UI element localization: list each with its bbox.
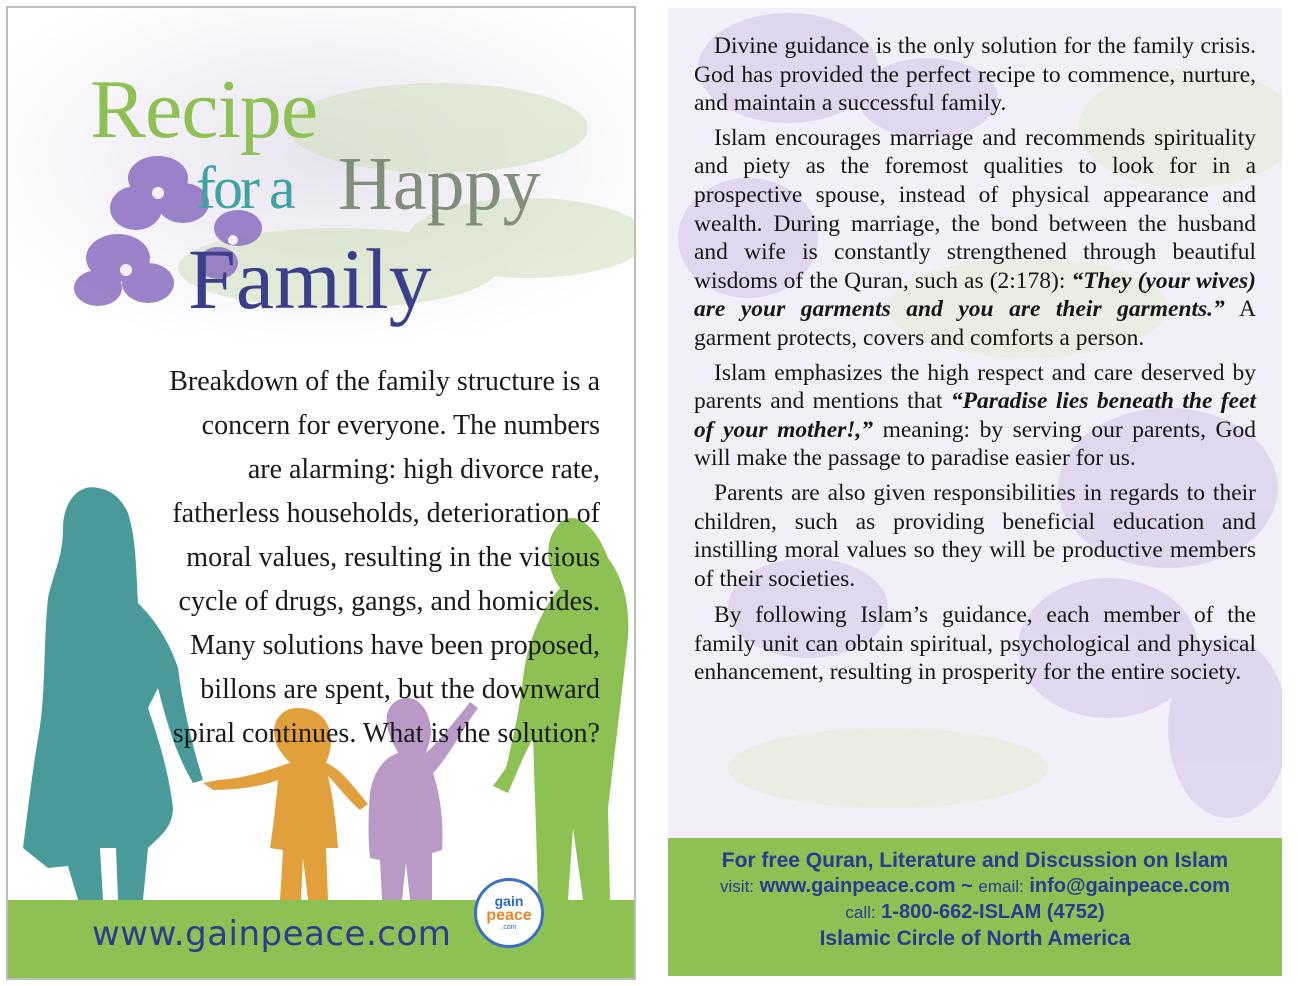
intro-line: are alarming: high divorce rate, [247,454,600,485]
intro-paragraph [48,360,600,756]
contact-footer [668,838,1282,976]
paragraph-parents-text: Islam emphasizes the high respect and care deserved by parents and mentions that [694,359,1256,415]
title-recipe: Recipe [90,63,318,156]
footer-heading: For free Quran, Literature and Discussion on Islam [721,849,1229,872]
paragraph-marriage-end: A garment protects, covers and comforts a person. [694,296,1256,351]
phone-number[interactable]: 1-800-662-ISLAM (4752) [881,901,1105,923]
quran-quote-garments: “They (your wives) are your garments and you are their garments.” [694,267,1256,323]
paragraph-marriage-text: Islam encourages marriage and recommends spirituality and piety as the foremost qualities to look for in a prospective spouse, instead of physical appearance and wealth. During marriage, the bond between the husband and wife is constantly strengthened through beautiful wisdoms of the Quran, such as (2:178): [694,124,1256,294]
paragraph-marriage [694,124,1256,353]
paragraph-responsibilities: Parents are also given responsibilities in regards to their children, such as providing beneficial education and instilling moral values so they will be productive members of their societies. [694,479,1256,592]
front-cover [6,6,636,980]
intro-line: cycle of drugs, gangs, and homicides. [178,586,600,617]
quote-paradise: “Paradise lies beneath the feet of your mother!,” [694,388,1256,443]
title-family: Family [188,231,432,327]
call-label: call: [845,903,876,922]
intro-line: spiral continues. What is the solution? [172,718,600,749]
paragraph-divine-guidance: Divine guidance is the only solution for the family crisis. God has provided the perfect recipe to commence, nurture, and maintain a successful family. [694,33,1256,117]
intro-line: fatherless households, deterioration of [172,498,600,529]
website-link[interactable]: www.gainpeace.com [92,914,452,954]
intro-line: Breakdown of the family structure is a [169,366,600,397]
footer-call-line [668,899,1282,926]
footer-visit-email-line [668,874,1282,899]
intro-line: Many solutions have been proposed, [190,630,600,661]
back-panel [668,8,1282,976]
title-for-a: for a [196,155,293,221]
intro-line: billons are spent, but the downward [200,674,600,705]
visit-link[interactable]: www.gainpeace.com ~ [759,875,973,897]
visit-label: visit: [720,877,755,896]
title-happy: Happy [338,142,541,226]
gainpeace-logo [474,878,544,948]
logo-text-peace: peace [486,907,532,924]
paragraph-parents [694,359,1256,473]
body-text [694,32,1256,693]
logo-text-com: .com [501,924,517,931]
intro-line: moral values, resulting in the vicious [186,542,600,573]
email-label: email: [978,877,1024,896]
logo-text-gain: gain [494,893,524,909]
paragraph-conclusion: By following Islam’s guidance, each member of the family unit can obtain spiritual, psychological and physical enhancement, resulting in prosperity for the entire society. [694,602,1256,686]
organization-name: Islamic Circle of North America [819,927,1131,950]
paragraph-parents-end: meaning: by serving our parents, God will make the passage to paradise easier for us. [694,416,1256,472]
email-link[interactable]: info@gainpeace.com [1029,875,1230,897]
intro-line: concern for everyone. The numbers [201,410,600,441]
